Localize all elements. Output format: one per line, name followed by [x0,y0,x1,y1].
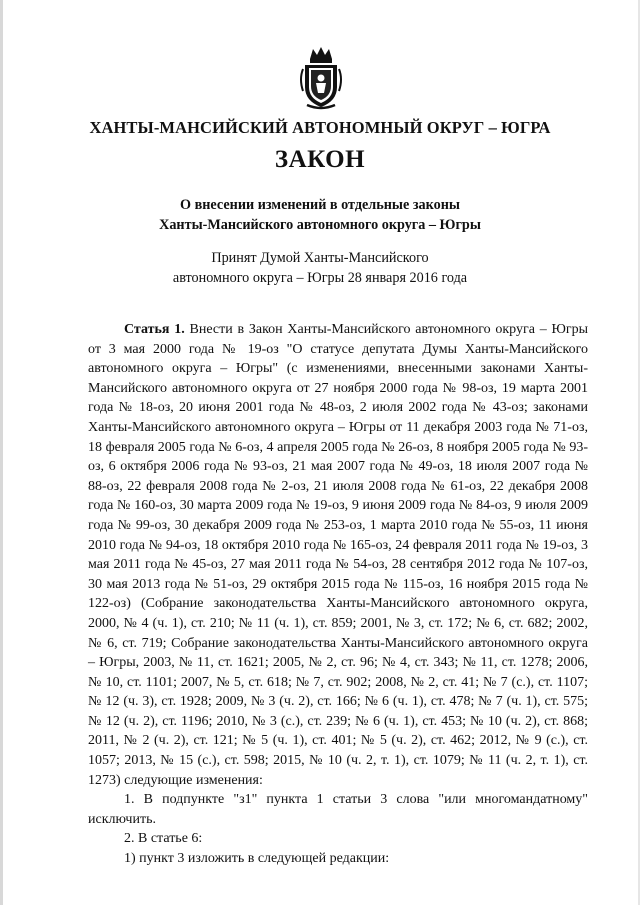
adoption-note [0,248,640,288]
law-subtitle [0,195,640,235]
subtitle-line: Ханты-Мансийского автономного округа – Югры [159,217,481,233]
article-1-label: Статья 1. [124,322,185,337]
article-1-text: Внести в Закон Ханты-Мансийского автономного округа – Югры от 3 мая 2000 года № 19-оз "О статусе депутата Думы Ханты-Мансийского автономного округа – Югры" (с изменениями, внесенными законами Ханты-Мансийского автономного округа от 27 ноября 2000 года № 98-оз, 19 марта 2001 года № 18-оз, 20 июня 2001 года № 48-оз, 2 июля 2002 года № 43-оз; законами Ханты-Мансийского автономного округа – Югры от 11 декабря 2003 года № 71-оз, 18 февраля 2005 года № 6-оз, 4 апреля 2005 года № 26-оз, 8 ноября 2005 года № 93-оз, 6 октября 2006 года № 93-оз, 21 мая 2007 года № 49-оз, 18 июля 2007 года № 88-оз, 22 февраля 2008 года № 2-оз, 21 июля 2008 года № 61-оз, 22 декабря 2008 года № 160-оз, 30 марта 2009 года № 19-оз, 9 июня 2009 года № 84-оз, 9 июля 2009 года № 99-оз, 30 декабря 2009 года № 253-оз, 1 марта 2010 года № 55-оз, 11 июня 2010 года № 94-оз, 18 октября 2010 года № 165-оз, 24 февраля 2011 года № 19-оз, 3 мая 2011 года № 45-оз, 27 мая 2011 года № 54-оз, 28 сентября 2012 года № 107-оз, 30 мая 2013 года № 51-оз, 29 октября 2015 года № 115-оз, 16 ноября 2015 года № 122-оз) (Собрание законодательства Ханты-Мансийского автономного округа, 2000, № 4 (ч. 1), ст. 210; № 11 (ч. 1), ст. 859; 2001, № 3, ст. 172; № 6, ст. 682; 2002, № 6, ст. 719; Собрание законодательства Ханты-Мансийского автономного округа – Югры, 2003, № 11, ст. 1621; 2005, № 2, ст. 96; № 4, ст. 343; № 11, ст. 1278; 2006, № 10, ст. 1101; 2007, № 5, ст. 618; № 7, ст. 902; 2008, № 2, ст. 41; № 7 (с.), ст. 1107; № 12 (ч. 3), ст. 1928; 2009, № 3 (ч. 2), ст. 166; № 6 (ч. 1), ст. 478; № 7 (ч. 1), ст. 575; № 12 (ч. 2), ст. 1196; 2010, № 3 (с.), ст. 239; № 6 (ч. 1), ст. 453; № 10 (ч. 2), ст. 868; 2011, № 2 (ч. 2), ст. 121; № 5 (ч. 1), ст. 401; № 5 (ч. 2), ст. 462; 2012, № 9 (с.), ст. 1057; 2013, № 15 (с.), ст. 598; 2015, № 10 (ч. 2, т. 1), ст. 1079; № 11 (ч. 2, т. 1), ст. 1273) следующие изменения: [88,322,589,788]
amendment-item-2: 2. В статье 6: [124,831,203,847]
adoption-line: автономного округа – Югры 28 января 2016 года [172,270,468,286]
coat-of-arms-emblem [299,45,343,111]
amendment-item-2-sub-1: 1) пункт 3 изложить в следующей редакции: [124,851,390,867]
amendment-item-1: 1. В подпункте "з1" пункта 1 статьи 3 слова "или многомандатному" исключить. [88,792,588,827]
adoption-line: Принят Думой Ханты-Мансийского [211,250,429,266]
region-title: ХАНТЫ-МАНСИЙСКИЙ АВТОНОМНЫЙ ОКРУГ – ЮГРА [89,118,551,137]
document-type-title: ЗАКОН [274,146,366,173]
law-body [88,320,588,869]
subtitle-line: О внесении изменений в отдельные законы [180,197,460,213]
article-1-paragraph [88,320,588,790]
